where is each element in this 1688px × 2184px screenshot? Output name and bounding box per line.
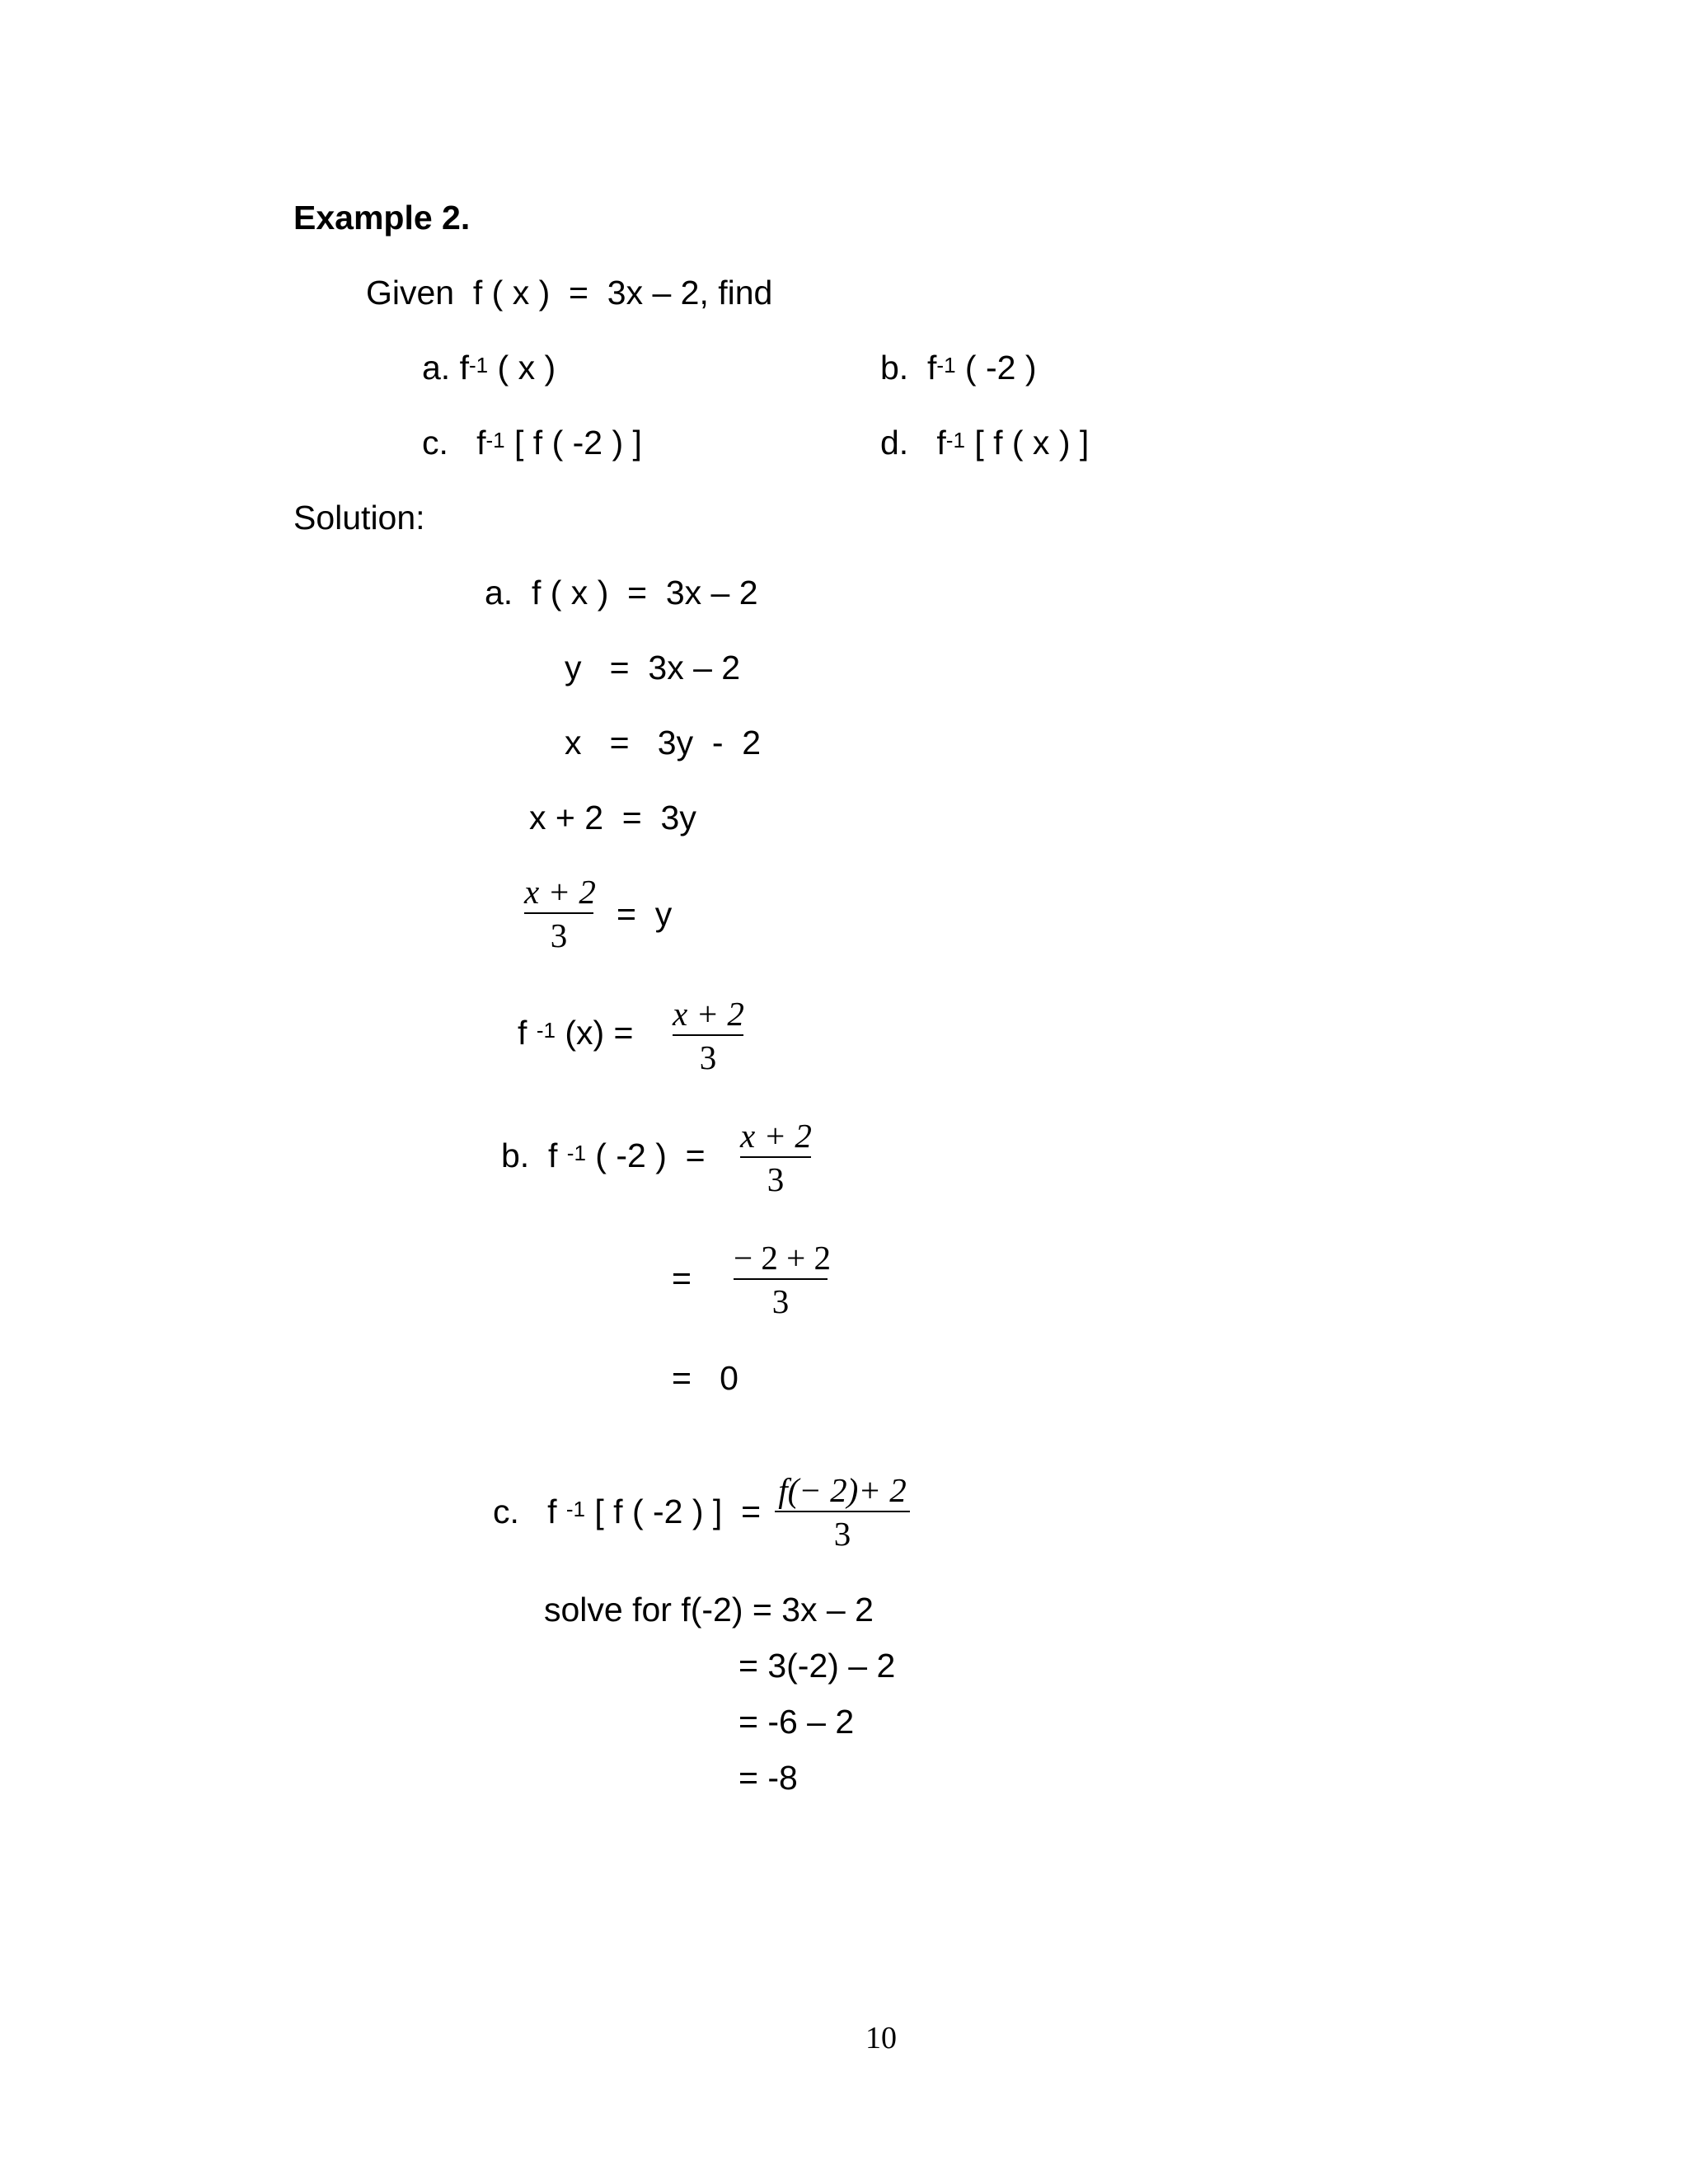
problem-a-sup: -1 bbox=[469, 353, 489, 377]
fraction-denominator: 3 bbox=[771, 1282, 790, 1320]
problem-d-arg: [ f ( x ) ] bbox=[964, 424, 1090, 462]
fraction-denominator: 3 bbox=[767, 1160, 785, 1198]
sol-b-eq1: = bbox=[672, 1259, 692, 1297]
sol-c-solve3: = -6 – 2 bbox=[738, 1703, 855, 1741]
sol-c-rest: [ f ( -2 ) ] = bbox=[585, 1493, 762, 1530]
sol-c-sup: -1 bbox=[565, 1497, 585, 1521]
problem-d-sup: -1 bbox=[945, 428, 965, 452]
problem-c-label: c. bbox=[422, 424, 448, 462]
sol-b-eq2: = 0 bbox=[672, 1359, 738, 1397]
problem-b-sup: -1 bbox=[936, 353, 956, 377]
solution-label: Solution: bbox=[293, 499, 425, 537]
fraction-numerator: f(− 2)+ 2 bbox=[778, 1471, 907, 1509]
sol-c-solve4: = -8 bbox=[738, 1759, 798, 1797]
fraction-denominator: 3 bbox=[833, 1515, 851, 1553]
problem-a-arg: ( x ) bbox=[488, 349, 556, 387]
page-number: 10 bbox=[865, 2021, 897, 2055]
sol-a-finv-f: f bbox=[518, 1014, 528, 1052]
problem-a-label: a. bbox=[422, 349, 451, 387]
problem-c-f: f bbox=[476, 424, 486, 462]
problem-a bbox=[422, 351, 556, 385]
fraction-denominator: 3 bbox=[699, 1038, 717, 1076]
fraction-numerator: x + 2 bbox=[740, 1117, 812, 1155]
problem-b-label: b. bbox=[880, 349, 909, 387]
problem-d-label: d. bbox=[880, 424, 909, 462]
problem-d bbox=[880, 426, 1089, 460]
sol-b-line1 bbox=[501, 1139, 706, 1173]
sol-c-fraction bbox=[775, 1471, 910, 1553]
sol-a-line1: a. f ( x ) = 3x – 2 bbox=[485, 574, 758, 612]
given-statement: Given f ( x ) = 3x – 2, find bbox=[366, 274, 773, 312]
sol-a-finv bbox=[518, 1016, 633, 1050]
problem-c-sup: -1 bbox=[485, 428, 505, 452]
fraction-numerator: x + 2 bbox=[673, 995, 744, 1033]
sol-c-solve1: solve for f(-2) = 3x – 2 bbox=[544, 1591, 874, 1629]
sol-a-fraction-1 bbox=[524, 873, 596, 954]
sol-c-line1 bbox=[493, 1495, 761, 1529]
sol-a-line3: x = 3y - 2 bbox=[565, 724, 762, 762]
sol-b-sup: -1 bbox=[566, 1141, 586, 1165]
sol-a-line2: y = 3x – 2 bbox=[565, 649, 741, 687]
problem-b bbox=[880, 351, 1036, 385]
sol-a-finv-sup: -1 bbox=[536, 1018, 556, 1043]
sol-b-fraction-2 bbox=[734, 1239, 831, 1320]
problem-b-arg: ( -2 ) bbox=[955, 349, 1037, 387]
fraction-numerator: − 2 + 2 bbox=[734, 1239, 831, 1277]
problem-a-f: f bbox=[459, 349, 470, 387]
sol-a-line4: x + 2 = 3y bbox=[529, 799, 696, 837]
sol-b-fraction-1 bbox=[740, 1119, 811, 1197]
sol-a-fraction-2 bbox=[673, 997, 743, 1075]
sol-b-rest: ( -2 ) = bbox=[585, 1137, 706, 1174]
sol-b-prefix: b. f bbox=[501, 1137, 558, 1174]
fraction-numerator: x + 2 bbox=[524, 873, 596, 911]
problem-c-arg: [ f ( -2 ) ] bbox=[504, 424, 642, 462]
problem-c bbox=[422, 426, 642, 460]
problem-b-f: f bbox=[927, 349, 937, 387]
sol-a-finv-rest: (x) = bbox=[555, 1014, 634, 1052]
sol-a-eq-y: = y bbox=[617, 895, 673, 933]
sol-c-solve2: = 3(-2) – 2 bbox=[738, 1647, 896, 1685]
problem-d-f: f bbox=[936, 424, 946, 462]
fraction-denominator: 3 bbox=[550, 916, 568, 954]
sol-c-prefix: c. f bbox=[493, 1493, 557, 1530]
example-heading: Example 2. bbox=[293, 199, 471, 237]
